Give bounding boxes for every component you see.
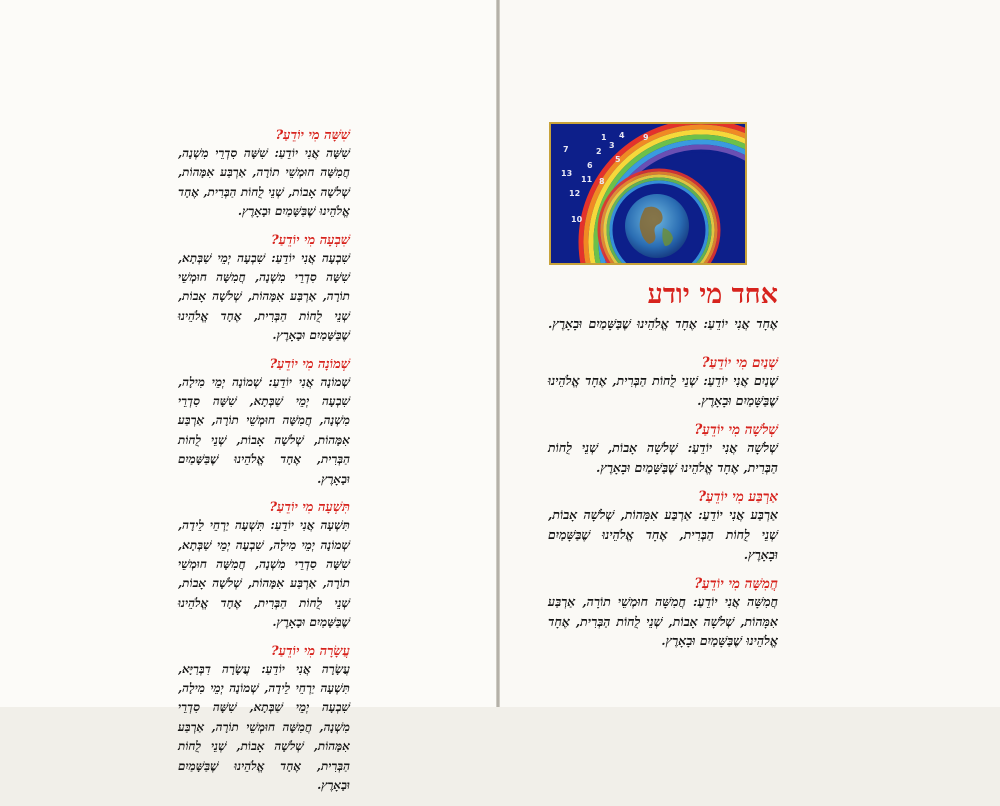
verse-nine [178,500,350,632]
verse-title: עֲשָׂרָה מִי יוֹדֵעַ? [270,643,350,659]
verse-title: שִׁבְעָה מִי יוֹדֵעַ? [271,232,350,248]
verse-body: שְׁנַיִם אֲנִי יוֹדֵעַ: שְׁנֵי לֻחוֹת הַבְּרִית, אֶחָד אֱלֹהֵינוּ שֶׁבַּשָּׁמַיִם וּבָאָרֶץ. [548,373,778,408]
number-three: 3 [609,141,615,150]
verse-body: אַרְבַּע אֲנִי יוֹדֵעַ: אַרְבַּע אִמָּהוֹת, שְׁלֹשָׁה אָבוֹת, שְׁנֵי לֻחוֹת הַבְּרִית, אֶחָד אֱלֹהֵינוּ שֶׁבַּשָּׁמַיִם וּבָאָרֶץ. [548,507,778,562]
verse-title: שְׁלֹשָׁה מִי יוֹדֵעַ? [694,422,778,439]
verse-two [548,355,778,410]
verse-four [548,489,778,564]
number-five: 5 [615,155,621,164]
verse-ten [178,644,350,796]
number-two: 2 [596,147,602,156]
verse-title: שְׁנַיִם מִי יוֹדֵעַ? [701,355,778,371]
page-title: אחד מי יודע [647,279,778,310]
book-gutter [496,0,500,707]
right-page-text [548,355,778,663]
verse-title: תִּשְׁעָה מִי יוֹדֵעַ? [269,500,350,516]
number-four: 4 [619,131,625,140]
number-eleven: 11 [581,175,593,184]
verse-body: שִׁשָּׁה אֲנִי יוֹדֵעַ: שִׁשָּׁה סִדְרֵי מִשְׁנָה, חֲמִשָּׁה חוּמְשֵׁי תוֹרָה, אַרְבַּע אִמָּהוֹת, שְׁלֹשָׁה אָבוֹת, שְׁנֵי לֻחוֹת הַבְּרִית, אֶחָד אֱלֹהֵינוּ שֶׁבַּשָּׁמַיִם וּבָאָרֶץ. [178,146,350,219]
number-seven: 7 [563,145,569,154]
number-one: 1 [601,133,607,142]
left-page-text [178,128,350,806]
number-twelve: 12 [569,189,581,198]
number-ten: 10 [571,215,583,224]
verse-five [548,576,778,651]
number-nine: 9 [643,133,649,142]
verse-body: שְׁלֹשָׁה אֲנִי יוֹדֵעַ: שְׁלֹשָׁה אָבוֹת, שְׁנֵי לֻחוֹת הַבְּרִית, אֶחָד אֱלֹהֵינוּ שֶׁבַּשָּׁמַיִם וּבָאָרֶץ. [548,440,778,475]
verse-seven [178,233,350,346]
number-eight: 8 [599,177,605,186]
verse-title: שְׁמוֹנָה מִי יוֹדֵעַ? [269,356,350,372]
verse-title: חֲמִשָּׁה מִי יוֹדֵעַ? [694,576,778,593]
verse-title: שִׁשָּׁה מִי יוֹדֵעַ? [275,128,350,143]
number-six: 6 [587,161,593,170]
rainbow-earth-icon [551,124,745,263]
verse-body: שְׁמוֹנָה אֲנִי יוֹדֵעַ: שְׁמוֹנָה יְמֵי מִילָה, שִׁבְעָה יְמֵי שַׁבְּתָא, שִׁשָּׁה סִדְרֵי מִשְׁנָה, חֲמִשָּׁה חוּמְשֵׁי תוֹרָה, אַרְבַּע אִמָּהוֹת, שְׁלֹשָׁה אָבוֹת, שְׁנֵי לֻחוֹת הַבְּרִית, אֶחָד אֱלֹהֵינוּ שֶׁבַּשָּׁמַיִם וּבָאָרֶץ. [178,374,350,486]
rainbow-earth-illustration [549,122,747,265]
verse-six [178,128,350,222]
verse-eight [178,357,350,489]
verse-body: חֲמִשָּׁה אֲנִי יוֹדֵעַ: חֲמִשָּׁה חוּמְשֵׁי תוֹרָה, אַרְבַּע אִמָּהוֹת, שְׁלֹשָׁה אָבוֹת, שְׁנֵי לֻחוֹת הַבְּרִית, אֶחָד אֱלֹהֵינוּ שֶׁבַּשָּׁמַיִם וּבָאָרֶץ. [548,594,778,649]
verse-title: אַרְבַּע מִי יוֹדֵעַ? [698,489,778,506]
verse-body: תִּשְׁעָה אֲנִי יוֹדֵעַ: תִּשְׁעָה יַרְחֵי לֵידָה, שְׁמוֹנָה יְמֵי מִילָה, שִׁבְעָה יְמֵי שַׁבְּתָא, שִׁשָּׁה סִדְרֵי מִשְׁנָה, חֲמִשָּׁה חוּמְשֵׁי תוֹרָה, אַרְבַּע אִמָּהוֹת, שְׁלֹשָׁה אָבוֹת, שְׁנֵי לֻחוֹת הַבְּרִית, אֶחָד אֱלֹהֵינוּ שֶׁבַּשָּׁמַיִם וּבָאָרֶץ. [178,518,350,630]
verse-three [548,422,778,477]
number-thirteen: 13 [561,169,573,178]
verse-body: שִׁבְעָה אֲנִי יוֹדֵעַ: שִׁבְעָה יְמֵי שַׁבְּתָא, שִׁשָּׁה סִדְרֵי מִשְׁנָה, חֲמִשָּׁה חוּמְשֵׁי תוֹרָה, אַרְבַּע אִמָּהוֹת, שְׁלֹשָׁה אָבוֹת, שְׁנֵי לֻחוֹת הַבְּרִית, אֶחָד אֱלֹהֵינוּ שֶׁבַּשָּׁמַיִם וּבָאָרֶץ. [178,250,350,343]
first-verse-line: אֶחָד אֲנִי יוֹדֵעַ: אֶחָד אֱלֹהֵינוּ שֶׁבַּשָּׁמַיִם וּבָאָרֶץ. [548,316,778,331]
verse-body: עֲשָׂרָה אֲנִי יוֹדֵעַ: עֲשָׂרָה דִבְּרַיָּא, תִּשְׁעָה יַרְחֵי לֵידָה, שְׁמוֹנָה יְמֵי מִילָה, שִׁבְעָה יְמֵי שַׁבְּתָא, שִׁשָּׁה סִדְרֵי מִשְׁנָה, חֲמִשָּׁה חוּמְשֵׁי תוֹרָה, אַרְבַּע אִמָּהוֹת, שְׁלֹשָׁה אָבוֹת, שְׁנֵי לֻחוֹת הַבְּרִית, אֶחָד אֱלֹהֵינוּ שֶׁבַּשָּׁמַיִם וּבָאָרֶץ. [178,661,350,792]
